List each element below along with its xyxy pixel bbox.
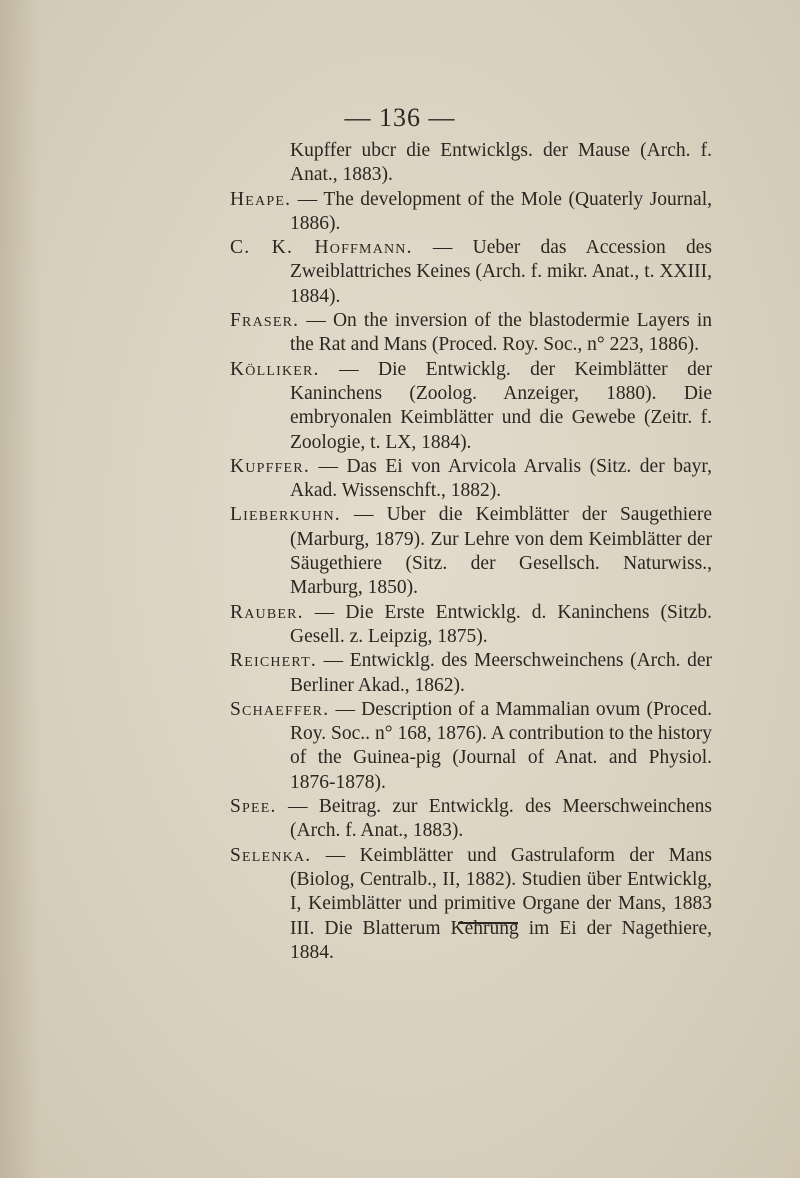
entry-author: Reichert. <box>230 650 317 672</box>
entry-author: Selenka. <box>230 844 312 866</box>
entry-author: Schaeffer. <box>230 698 330 720</box>
bibliography-list <box>230 139 712 965</box>
bibliography-entry-schaeffer <box>230 698 712 795</box>
entry-text: — Die Entwicklg. der Keimblätter der Kaninchens (Zoolog. Anzeiger, 1880). Die embryonalen Keimblätter und die Gewebe (Zeitr. f. Zoologie, t. LX, 1884). <box>290 358 712 453</box>
entry-text: — Beitrag. zur Entwicklg. des Meerschweinchens (Arch. f. Anat., 1883). <box>276 796 712 842</box>
entry-text: Kupffer ubcr die Entwicklgs. der Mause (Arch. f. Anat., 1883). <box>290 140 712 186</box>
bibliography-entry-hoffmann <box>230 236 712 309</box>
bibliography-entry-fraser <box>230 309 712 358</box>
bibliography-entry-spee <box>230 795 712 844</box>
entry-text: — Description of a Mammalian ovum (Proced. Roy. Soc.. n° 168, 1876). A contribution to the history of the Guinea-pig (Journal of Anat. and Physiol. 1876-1878). <box>290 698 712 793</box>
bibliography-entry-lieberkuhn <box>230 503 712 600</box>
bibliography-entry-selenka <box>230 844 712 965</box>
entry-text: — Die Erste Entwicklg. d. Kaninchens (Sitzb. Gesell. z. Leipzig, 1875). <box>290 601 712 647</box>
entry-author: Lieberkuhn. <box>230 504 341 526</box>
entry-author: Kölliker. <box>230 358 320 380</box>
bibliography-entry-reichert <box>230 649 712 698</box>
bibliography-entry-kolliker <box>230 358 712 455</box>
entry-author: Spee. <box>230 796 277 818</box>
entry-text: — Ueber das Accession des Zweiblattriches Keines (Arch. f. mikr. Anat., t. XXIII, 1884). <box>290 237 712 307</box>
bibliography-entry-kupffer <box>230 455 712 504</box>
entry-author: Heape. <box>230 188 292 210</box>
page-number-header: — 136 — <box>344 103 456 132</box>
bibliography-entry-continued <box>230 139 712 188</box>
page-edge-shadow <box>0 0 40 1178</box>
entry-author: C. K. Hoffmann. <box>230 237 413 259</box>
entry-text: — Keimblätter und Gastrulaform der Mans (Biolog, Centralb., II, 1882). Studien über Entwicklg, I, Keimblätter und primitive Organe der Mans, 1883 III. Die Blatterum Kehrung im Ei der Nagethiere, 1884. <box>290 844 712 963</box>
bibliography-entry-heape <box>230 188 712 237</box>
end-rule-divider <box>458 922 518 924</box>
entry-author: Fraser. <box>230 310 300 332</box>
entry-text: — The development of the Mole (Quaterly Journal, 1886). <box>290 188 712 234</box>
entry-text: — Uber die Keimblätter der Saugethiere (Marburg, 1879). Zur Lehre von dem Keimblätter der Säugethiere (Sitz. der Gesellsch. Naturwiss., Marburg, 1850). <box>290 504 712 599</box>
entry-author: Kupffer. <box>230 455 310 477</box>
bibliography-entry-rauber <box>230 601 712 650</box>
entry-text: — Entwicklg. des Meerschweinchens (Arch. der Berliner Akad., 1862). <box>290 650 712 696</box>
entry-text: — Das Ei von Arvicola Arvalis (Sitz. der bayr, Akad. Wissenschft., 1882). <box>290 455 712 502</box>
entry-author: Rauber. <box>230 601 304 623</box>
entry-text: — On the inversion of the blastodermie Layers in the Rat and Mans (Proced. Roy. Soc., n° 223, 1886). <box>290 310 712 356</box>
